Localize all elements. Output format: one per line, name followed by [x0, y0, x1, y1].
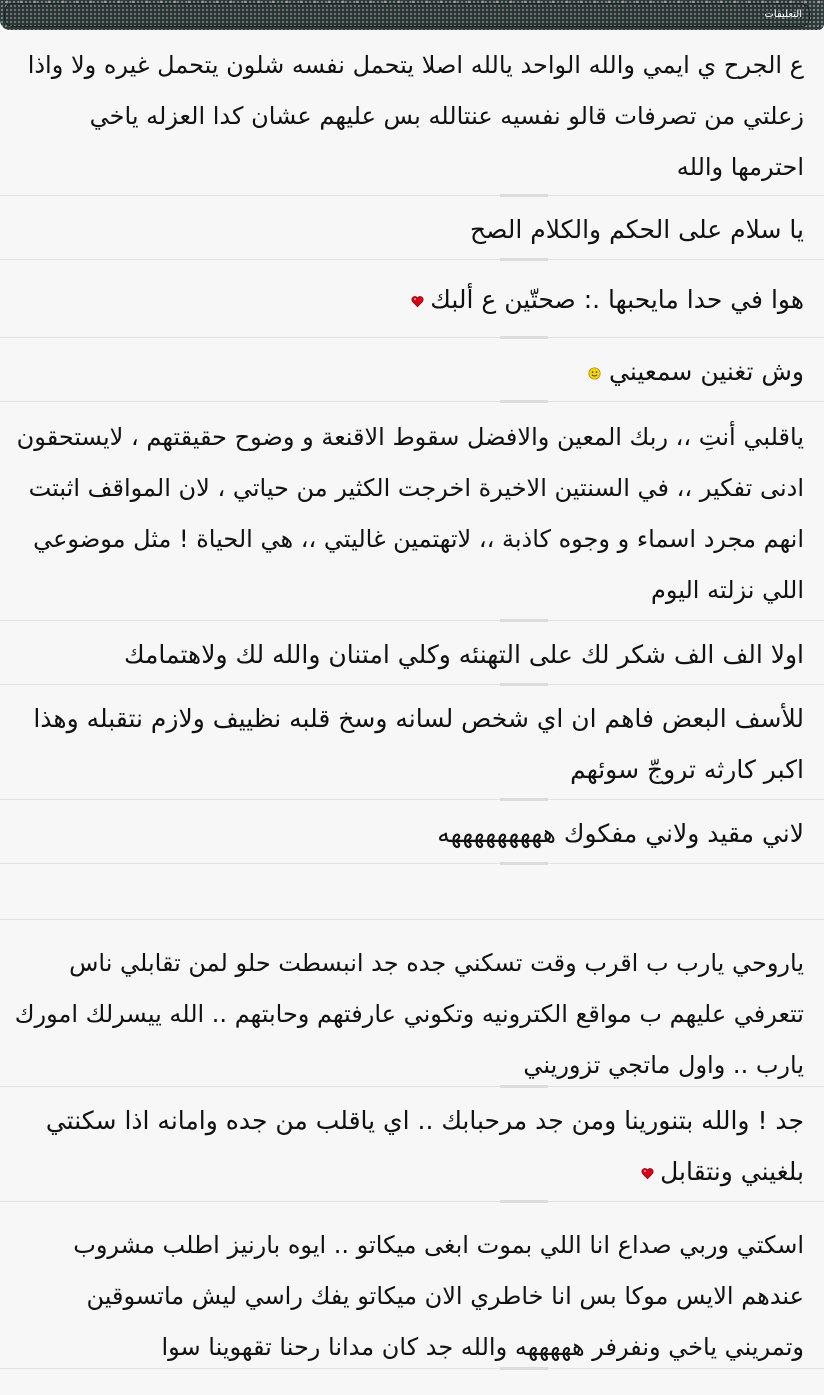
comment-item — [0, 621, 824, 685]
comment-item — [0, 920, 824, 1087]
comment-item-empty — [0, 864, 824, 920]
comment-text: ياروحي يارب ب اقرب وقت تسكني جده جد انبسطت حلو لمن تقابلي ناس تتعرفي عليهم ب مواقع الكترونيه وتكوني عارفتهم وحابتهم .. الله ييسرلك امورك يارب .. واول ماتجي تزوريني — [14, 949, 804, 1079]
comment-item — [0, 34, 824, 196]
comment-text: للأسف البعض فاهم ان اي شخص لسانه وسخ قلبه نظييف ولازم نتقبله وهذا اكبر كارثه تروجّ سوئهم — [33, 704, 804, 784]
comment-text: وش تغنين سمعيني — [608, 357, 804, 386]
heart-icon — [411, 295, 424, 308]
comment-text-wrapper — [14, 346, 804, 397]
comments-list — [0, 34, 824, 1369]
comment-item — [0, 402, 824, 621]
comment-text: ع الجرح ي ايمي والله الواحد يالله اصلا يتحمل نفسه شلون يتحمل غيره ولا واذا زعلتي من تصرفات قالو نفسيه عنتالله بس عليهم عشان كدا العزله ياخي احترمها والله — [27, 51, 804, 181]
header-inner-bar — [4, 3, 810, 27]
smiley-icon — [588, 367, 601, 380]
comments-header — [0, 0, 824, 30]
comment-item — [0, 1202, 824, 1369]
comment-text-wrapper — [14, 1095, 804, 1197]
comment-text-wrapper — [14, 274, 804, 325]
comment-text: لاني مقيد ولاني مفكوك هههههههههه — [437, 819, 804, 848]
heart-icon — [641, 1167, 654, 1180]
comment-text: هوا في حدا مايحبها .: صحتّين ع ألبك — [430, 285, 804, 314]
comment-item — [0, 685, 824, 800]
comment-item — [0, 1087, 824, 1202]
comment-text: اسكتي وربي صداع انا اللي بموت ابغى ميكاتو .. ايوه بارنيز اطلب مشروب عندهم الايس موكا بس انا خاطري الان ميكاتو يفك راسي ليش ماتسوقين وتمريني ياخي ونفرفر هههههه والله جد كان مدانا رحنا تقهوينا سوا — [73, 1231, 804, 1361]
comment-item — [0, 196, 824, 260]
comment-text: ياقلبي أنتِ ،، ربك المعين والافضل سقوط الاقنعة و وضوح حقيقتهم ، لايستحقون ادنى تفكير ،، في السنتين الاخيرة اخرجت الكثير من حياتي ، لان المواقف اثبتت انهم مجرد اسماء و وجوه كاذبة ،، لاتهتمين غاليتي ،، هي الحياة ! مثل موضوعي اللي نزلته اليوم — [16, 423, 804, 604]
comment-item — [0, 260, 824, 338]
comment-text: جد ! والله بتنورينا ومن جد مرحبابك .. اي ياقلب من جده وامانه اذا سكنتي بلغيني ونتقابل — [45, 1106, 804, 1186]
comments-header-title: التعليقات — [764, 9, 802, 20]
separator — [500, 1367, 548, 1370]
comment-item — [0, 800, 824, 864]
comment-item — [0, 338, 824, 402]
comment-text: اولا الف الف شكر لك على التهنئه وكلي امتنان والله لك ولاهتمامك — [123, 640, 804, 669]
comment-text: يا سلام على الحكم والكلام الصح — [469, 215, 804, 244]
